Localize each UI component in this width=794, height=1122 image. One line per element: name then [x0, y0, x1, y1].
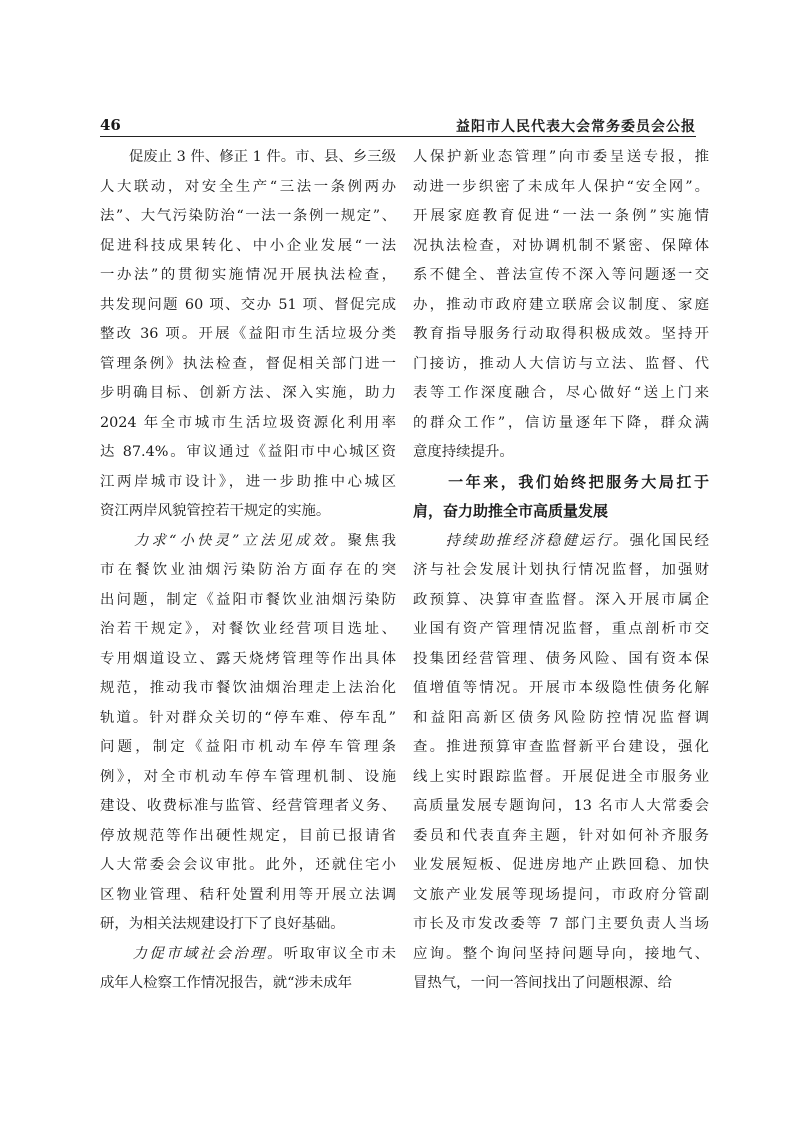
text-line: 冒热气，一问一答间找出了问题根源、给	[413, 975, 673, 991]
text-line: 和益阳高新区债务风险防控情况监督调	[413, 709, 709, 726]
text-line: 问题，制定《益阳市机动车停车管理条	[100, 739, 396, 755]
text-line: 区物业管理、秸秆处置利用等开展立法调	[100, 886, 396, 903]
text-line: 管理条例》执法检查，督促相关部门进一	[100, 355, 396, 372]
text-line: 市在餐饮业油烟污染防治方面存在的突	[100, 562, 396, 578]
text-line: 持续助推经济稳健运行。强化国民经	[445, 532, 709, 549]
text-line: 业发展短板、促进房地产止跌回稳、加快	[413, 857, 709, 873]
text-line: 开展家庭教育促进“一法一条例”实施情	[413, 208, 709, 224]
text-line: 人大联动，对安全生产“三法一条例两办	[100, 178, 396, 195]
text-line: 治若干规定》，对餐饮业经营项目选址、	[100, 621, 396, 637]
text-line: 2024 年全市城市生活垃圾资源化利用率	[100, 414, 396, 431]
paragraph	[100, 143, 396, 527]
text-line: 线上实时跟踪监督。开展促进全市服务业	[413, 768, 709, 785]
text-line: 达 87.4%。审议通过《益阳市中心城区资	[100, 444, 396, 460]
text-line: 资江两岸风貌管控若干规定的实施。	[100, 503, 331, 519]
text-line: 查。推进预算审查监督新平台建设，强化	[413, 739, 709, 755]
right-column	[413, 143, 709, 1103]
left-column	[100, 143, 396, 1103]
text-line: 促废止 3 件、修正 1 件。市、县、乡三级	[128, 149, 396, 165]
lead-phrase: 力促市域社会治理。	[132, 945, 284, 962]
text-line: 值增值等情况。开展市本级隐性债务化解	[413, 680, 709, 696]
text-line: 门接访，推动人大信访与立法、监督、代	[413, 355, 709, 372]
text-line: 的群众工作”，信访量逐年下降，群众满	[413, 414, 709, 431]
text-line: 投集团经营管理、债务风险、国有资本保	[413, 650, 709, 667]
text-line: 高质量发展专题询问，13 名市人大常委会	[413, 798, 709, 814]
text-line: 例》，对全市机动车停车管理机制、设施	[100, 768, 396, 785]
paragraph	[100, 940, 396, 999]
text-line: 江两岸城市设计》，进一步助推中心城区	[100, 473, 396, 490]
text-line: 停放规范等作出硬性规定，目前已报请省	[100, 827, 396, 844]
lead-phrase: 力求“小快灵”立法见成效。	[134, 532, 348, 549]
journal-title: 益阳市人民代表大会常务委员会公报	[456, 119, 696, 135]
text-line: 肩，奋力助推全市高质量发展	[413, 502, 609, 520]
text-line: 整改 36 项。开展《益阳市生活垃圾分类	[100, 326, 396, 342]
text-line: 意度持续提升。	[413, 444, 514, 460]
page-number: 46	[100, 116, 121, 134]
text-line: 力求“小快灵”立法见成效。聚焦我	[134, 532, 396, 549]
text-line: 教育指导服务行动取得积极成效。坚持开	[413, 326, 709, 342]
text-line: 步明确目标、创新方法、深入实施，助力	[100, 385, 396, 401]
text-line: 表等工作深度融合，尽心做好“送上门来	[413, 385, 709, 401]
text-line: 规范，推动我市餐饮油烟治理走上法治化	[100, 680, 396, 696]
text-line: 况执法检查，对协调机制不紧密、保障体	[413, 237, 709, 254]
text-line: 专用烟道设立、露天烧烤管理等作出具体	[100, 650, 396, 667]
text-line: 轨道。针对群众关切的“停车难、停车乱”	[100, 709, 396, 726]
paragraph	[413, 143, 709, 468]
text-line: 动进一步织密了未成年人保护“安全网”。	[413, 178, 709, 195]
text-line: 委员和代表直奔主题，针对如何补齐服务	[413, 827, 709, 844]
text-line: 人保护新业态管理”向市委呈送专报，推	[413, 149, 709, 165]
text-line: 市长及市发改委等 7 部门主要负责人当场	[413, 916, 709, 932]
paragraph	[413, 527, 709, 999]
text-line: 促进科技成果转化、中小企业发展“一法	[100, 237, 396, 254]
text-line: 应询。整个询问坚持问题导向，接地气、	[413, 945, 709, 962]
text-line: 济与社会发展计划执行情况监督，加强财	[413, 562, 709, 578]
text-line: 出问题，制定《益阳市餐饮业油烟污染防	[100, 591, 396, 608]
page-header	[100, 112, 696, 137]
text-line: 人大常委会会议审批。此外，还就住宅小	[100, 857, 396, 873]
text-line: 力促市域社会治理。听取审议全市未	[132, 945, 396, 962]
text-line: 办，推动市政府建立联席会议制度、家庭	[413, 296, 709, 313]
text-line: 系不健全、普法宣传不深入等问题逐一交	[413, 267, 709, 283]
text-line: 研，为相关法规建设打下了良好基础。	[100, 916, 345, 932]
text-line: 政预算、决算审查监督。深入开展市属企	[413, 591, 709, 608]
text-line: 一年来，我们始终把服务大局扛于	[448, 472, 709, 491]
section-heading	[413, 468, 709, 527]
text-line: 法”、大气污染防治“一法一条例一规定”、	[100, 208, 396, 224]
text-line: 共发现问题 60 项、交办 51 项、督促完成	[100, 296, 396, 313]
text-line: 业国有资产管理情况监督，重点剖析市交	[413, 621, 709, 637]
text-line: 成年人检察工作情况报告，就“涉未成年	[100, 975, 352, 991]
text-line: 建设、收费标准与监管、经营管理者义务、	[100, 798, 396, 814]
lead-phrase: 持续助推经济稳健运行。	[445, 532, 630, 549]
text-line: 一办法”的贯彻实施情况开展执法检查，	[100, 267, 396, 283]
paragraph	[100, 527, 396, 940]
text-line: 文旅产业发展等现场提问，市政府分管副	[413, 886, 709, 903]
